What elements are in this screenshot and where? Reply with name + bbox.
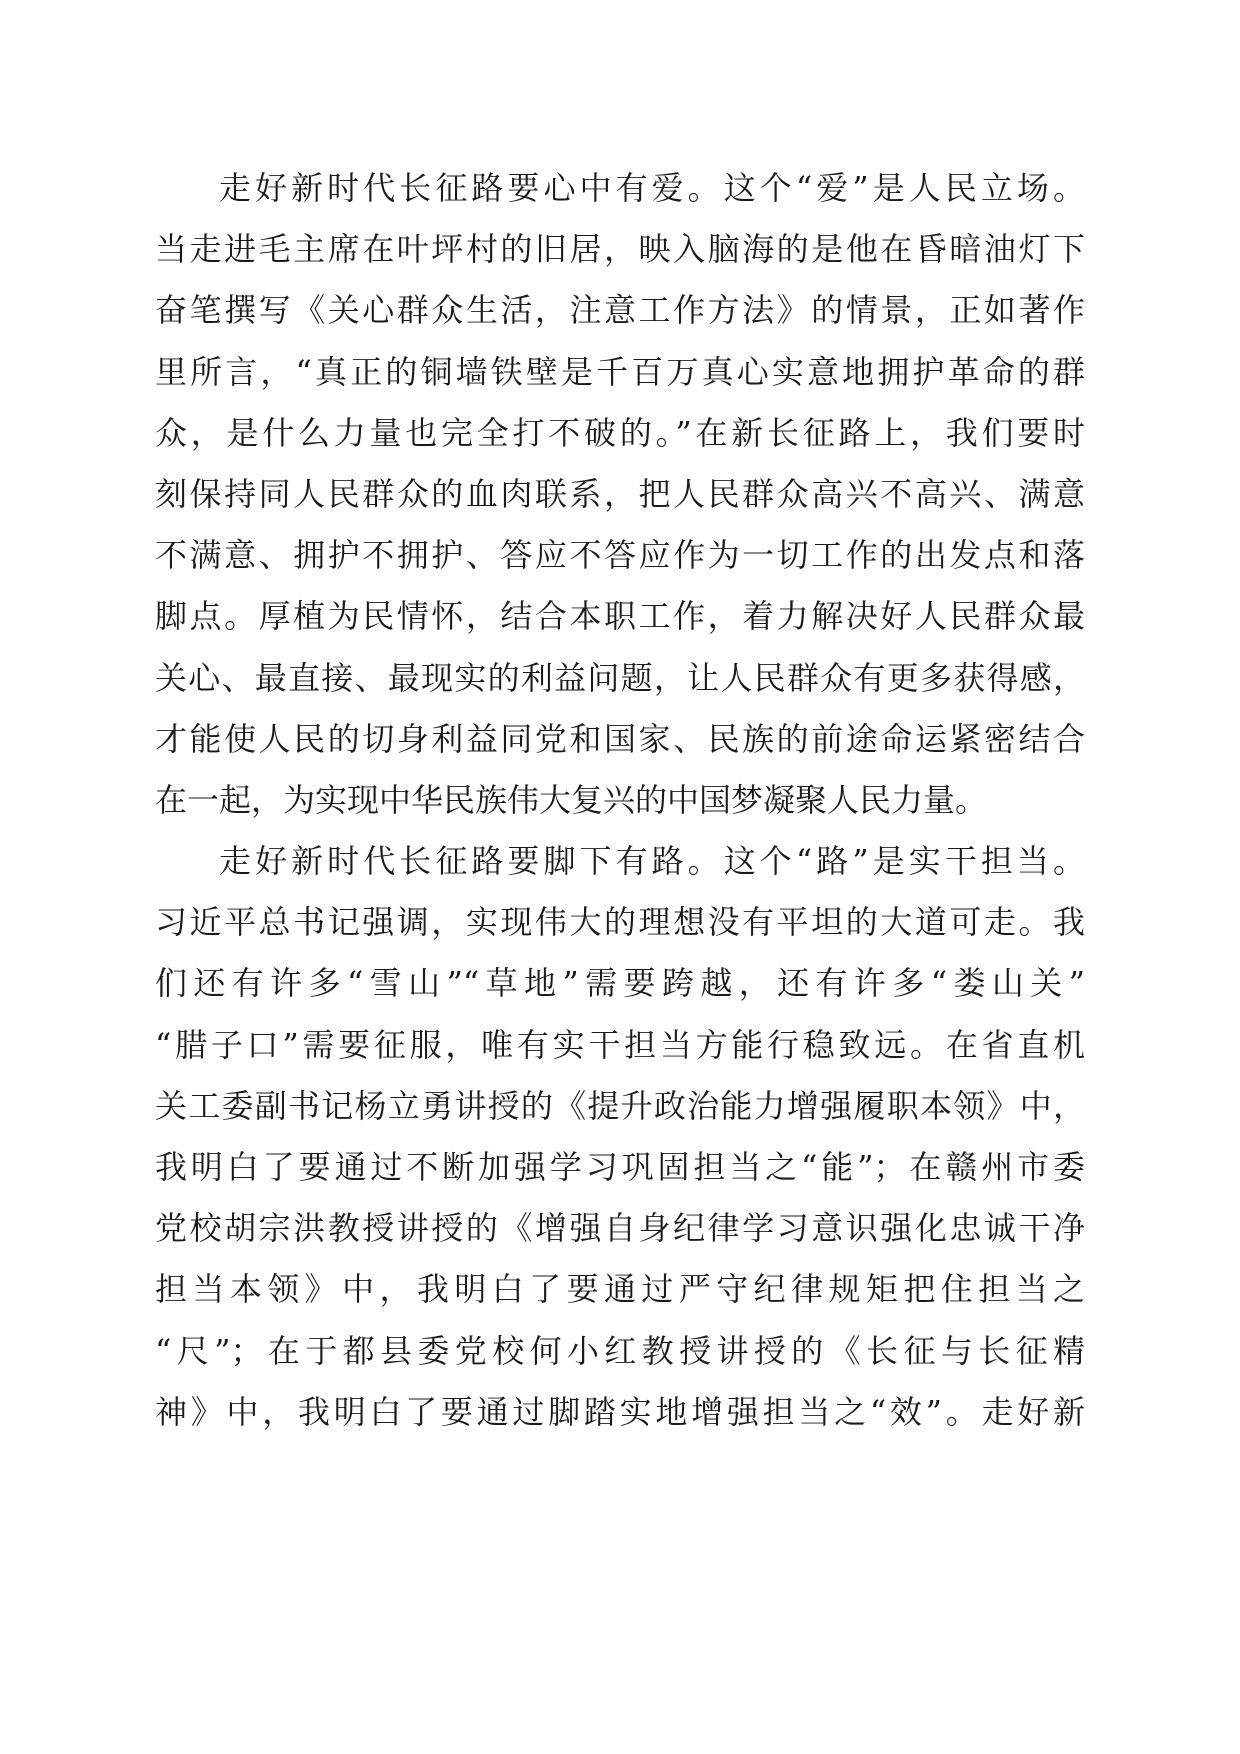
paragraph-2-line-2: 习近平总书记强调，实现伟大的理想没有平坦的大道可走。我 (155, 903, 1085, 942)
paragraph-2-line-1: 走好新时代长征路要脚下有路。这个“路”是实干担当。 (219, 842, 1085, 881)
paragraph-1-line-8: 脚点。厚植为民情怀，结合本职工作，着力解决好人民群众最 (155, 597, 1085, 636)
paragraph-1-line-4: 里所言，“真正的铜墙铁壁是千百万真心实意地拥护革命的群 (155, 352, 1085, 391)
paragraph-2-line-8: 担当本领》中，我明白了要通过严守纪律规矩把住担当之 (155, 1270, 1085, 1309)
paragraph-2-line-5: 关工委副书记杨立勇讲授的《提升政治能力增强履职本领》中， (155, 1086, 1085, 1125)
paragraph-1-line-9: 关心、最直接、最现实的利益问题，让人民群众有更多获得感， (155, 658, 1085, 697)
paragraph-1-line-7: 不满意、拥护不拥护、答应不答应作为一切工作的出发点和落 (155, 536, 1085, 575)
paragraph-1-line-3: 奋笔撰写《关心群众生活，注意工作方法》的情景，正如著作 (155, 291, 1085, 330)
paragraph-2-line-3: 们还有许多“雪山”“草地”需要跨越，还有许多“娄山关” (155, 964, 1085, 1003)
paragraph-2-line-10: 神》中，我明白了要通过脚踏实地增强担当之“效”。走好新 (155, 1392, 1085, 1431)
paragraph-1-line-2: 当走进毛主席在叶坪村的旧居，映入脑海的是他在昏暗油灯下 (155, 230, 1085, 269)
paragraph-1-line-1: 走好新时代长征路要心中有爱。这个“爱”是人民立场。 (219, 169, 1085, 207)
paragraph-2-line-7: 党校胡宗洪教授讲授的《增强自身纪律学习意识强化忠诚干净 (155, 1209, 1085, 1248)
paragraph-2-line-4: “腊子口”需要征服，唯有实干担当方能行稳致远。在省直机 (155, 1025, 1085, 1064)
paragraph-1-line-10: 才能使人民的切身利益同党和国家、民族的前途命运紧密结合 (155, 719, 1085, 758)
paragraph-1-line-5: 众，是什么力量也完全打不破的。”在新长征路上，我们要时 (155, 413, 1085, 452)
body-text (155, 158, 1085, 1443)
paragraph-1-line-6: 刻保持同人民群众的血肉联系，把人民群众高兴不高兴、满意 (155, 474, 1085, 513)
paragraph-2-line-6: 我明白了要通过不断加强学习巩固担当之“能”；在赣州市委 (155, 1148, 1085, 1186)
paragraph-2-line-9: “尺”；在于都县委党校何小红教授讲授的《长征与长征精 (155, 1331, 1085, 1370)
paragraph-1-line-11: 在一起，为实现中华民族伟大复兴的中国梦凝聚人民力量。 (155, 780, 988, 819)
